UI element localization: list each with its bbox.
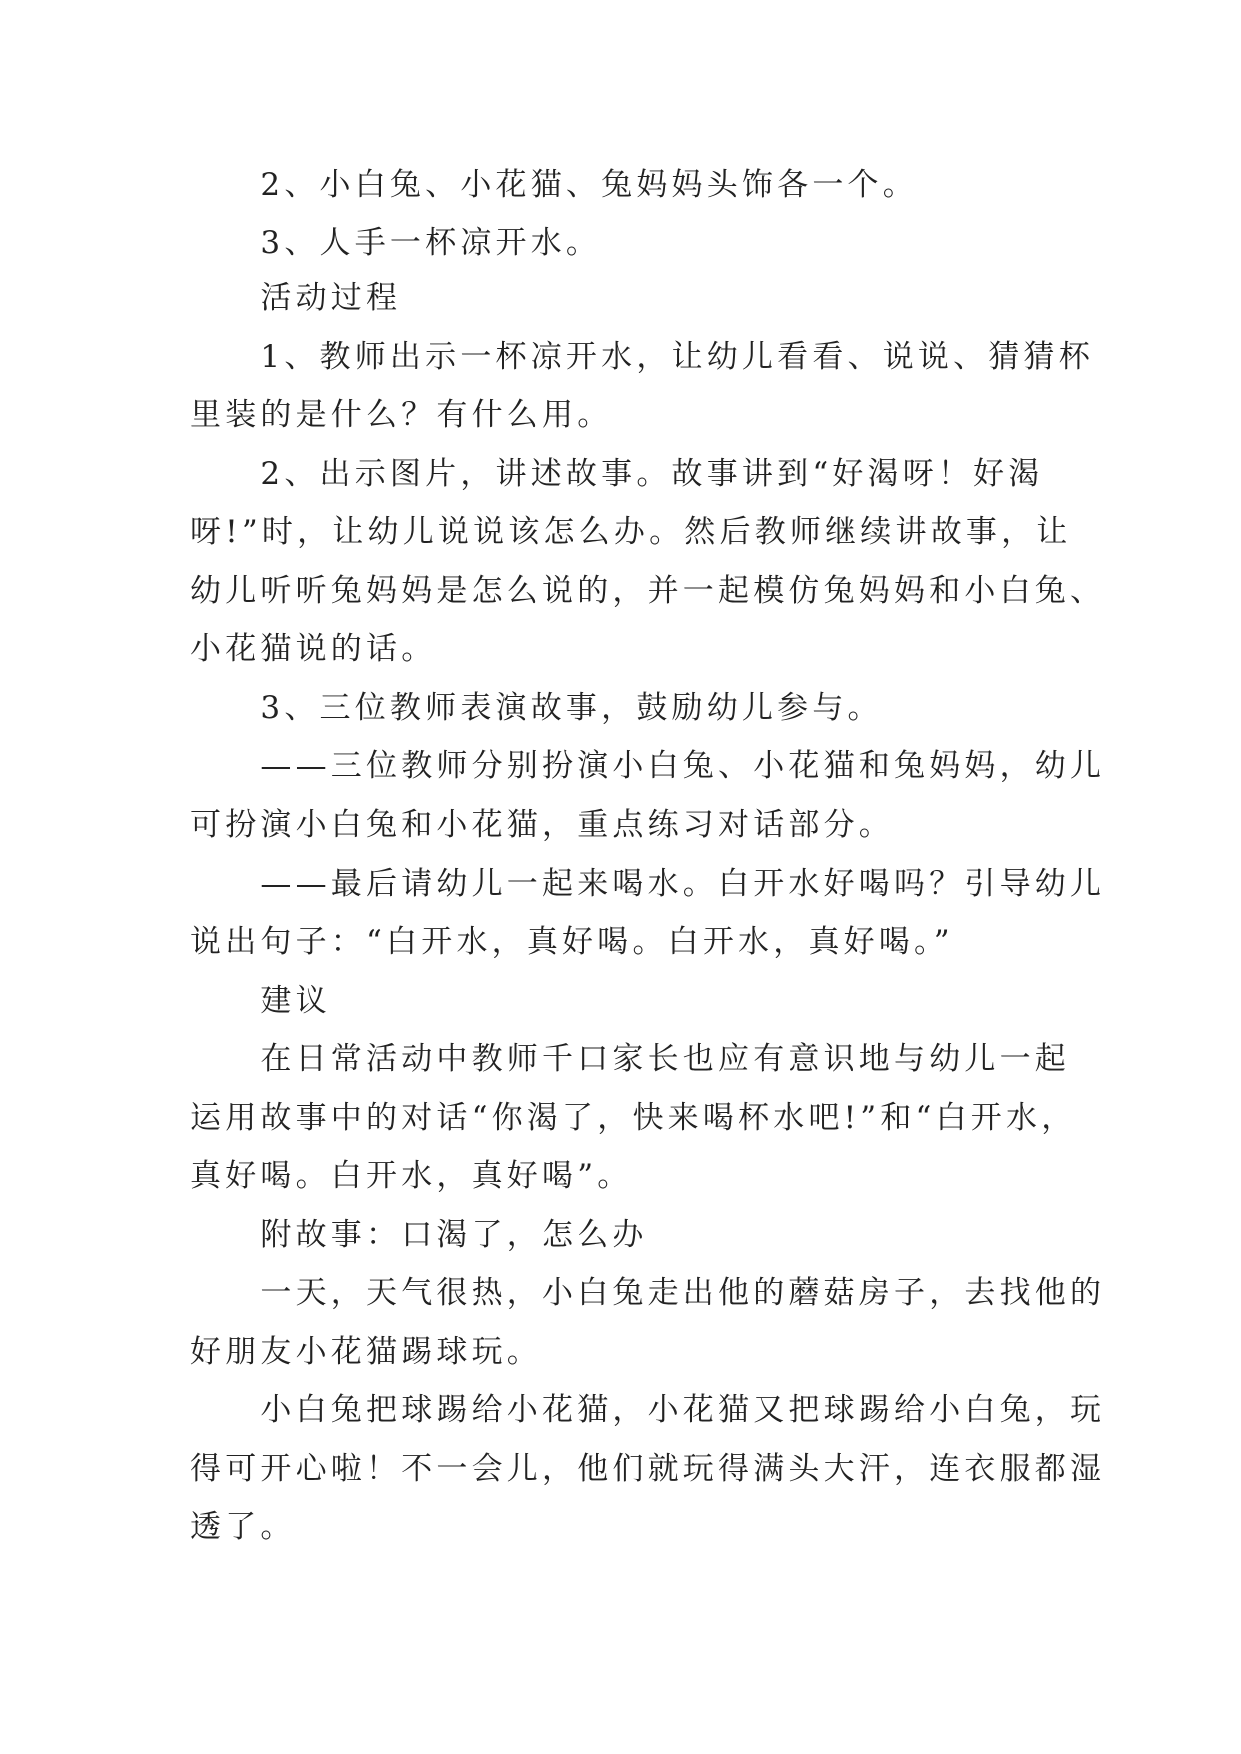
text-line: 一天，天气很热，小白兔走出他的蘑菇房子，去找他的 [190, 1275, 1106, 1311]
text-line: 2、出示图片，讲述故事。故事讲到“好渴呀！好渴 [190, 456, 1044, 492]
text-line: 里装的是什么？有什么用。 [190, 397, 613, 433]
text-line: 小花猫说的话。 [190, 631, 437, 667]
text-line: 3、三位教师表演故事，鼓励幼儿参与。 [190, 690, 883, 726]
text-line: 可扮演小白兔和小花猫，重点练习对话部分。 [190, 807, 894, 843]
text-line: 运用故事中的对话“你渴了，快来喝杯水吧!”和“白开水， [190, 1100, 1077, 1136]
text-line: ——三位教师分别扮演小白兔、小花猫和兔妈妈，幼儿 [190, 748, 1106, 784]
text-line: 得可开心啦！不一会儿，他们就玩得满头大汗，连衣服都湿 [190, 1451, 1106, 1487]
text-line: 2、小白兔、小花猫、兔妈妈头饰各一个。 [190, 167, 918, 203]
text-line: 3、人手一杯凉开水。 [190, 225, 602, 261]
text-line: 小白兔把球踢给小花猫，小花猫又把球踢给小白兔，玩 [190, 1392, 1106, 1428]
text-line: 好朋友小花猫踢球玩。 [190, 1334, 542, 1370]
text-line: 在日常活动中教师千口家长也应有意识地与幼儿一起 [190, 1041, 1070, 1077]
text-line: 透了。 [190, 1509, 296, 1545]
text-line: ——最后请幼儿一起来喝水。白开水好喝吗？引导幼儿 [190, 866, 1106, 902]
text-line: 真好喝。白开水，真好喝”。 [190, 1158, 633, 1194]
section-heading: 附故事：口渴了，怎么办 [190, 1217, 648, 1253]
section-heading: 建议 [190, 983, 331, 1019]
text-line: 说出句子：“白开水，真好喝。白开水，真好喝。” [190, 924, 954, 960]
text-line: 1、教师出示一杯凉开水，让幼儿看看、说说、猜猜杯 [190, 339, 1094, 375]
text-line: 幼儿听听兔妈妈是怎么说的，并一起模仿兔妈妈和小白兔、 [190, 573, 1106, 609]
text-line: 呀!”时，让幼儿说说该怎么办。然后教师继续讲故事，让 [190, 514, 1072, 550]
section-heading: 活动过程 [190, 280, 402, 316]
